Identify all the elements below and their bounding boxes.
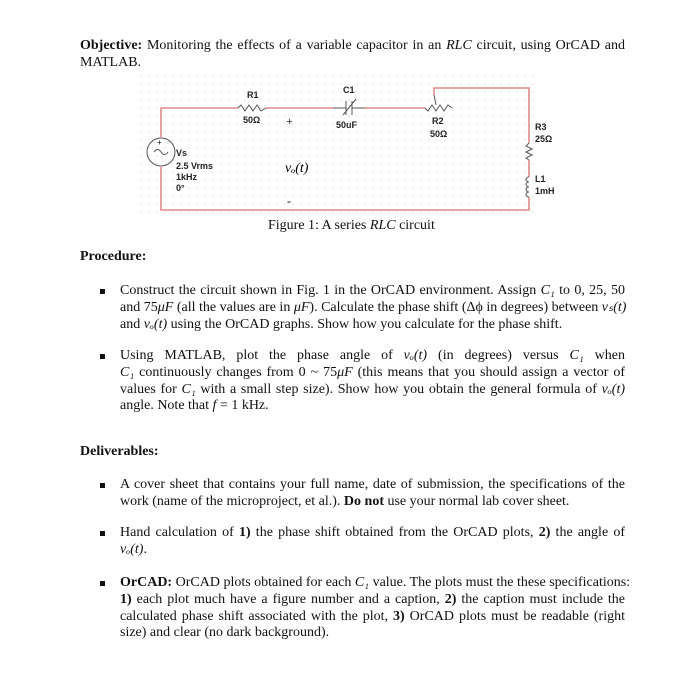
text: OrCAD plots must be readable (right xyxy=(404,608,625,624)
bullet-icon xyxy=(100,531,105,536)
r2-value: 50Ω xyxy=(430,129,448,139)
list-item xyxy=(120,477,625,511)
text: use your normal lab cover sheet. xyxy=(383,493,570,509)
text: when xyxy=(583,348,625,363)
math-text: vₒ(t) xyxy=(143,316,168,332)
vo-plus-sign: + xyxy=(286,114,293,128)
objective-paragraph xyxy=(80,38,625,72)
text: Using MATLAB, plot the phase angle of xyxy=(120,348,404,363)
text-line xyxy=(80,38,625,55)
text: size) and clear (no dark background). xyxy=(120,625,330,641)
text: MATLAB. xyxy=(80,54,142,70)
text: values for xyxy=(120,381,182,397)
vo-label: vₒ(t) xyxy=(285,161,309,176)
text: (in degrees) versus xyxy=(427,348,570,363)
bold-text: OrCAD: xyxy=(120,575,173,590)
text-line xyxy=(120,609,625,626)
bold-text: 2) xyxy=(444,591,457,607)
r3-name: R3 xyxy=(535,122,547,132)
bold-text: 2) xyxy=(538,525,551,540)
vo-minus-sign: - xyxy=(287,194,291,208)
figure-caption xyxy=(268,218,435,234)
text-line xyxy=(120,542,625,559)
math-text: vₒ(t) xyxy=(120,541,144,557)
text: ). Calculate the phase shift (Δϕ in degrees) between xyxy=(309,299,602,315)
text-line xyxy=(120,317,625,334)
text-line xyxy=(120,494,625,511)
math-text: RLC xyxy=(446,38,472,53)
text: OrCAD plots obtained for each xyxy=(172,575,355,590)
text: circuit, using OrCAD and xyxy=(471,38,625,53)
text-line xyxy=(120,575,631,592)
text: using the OrCAD graphs. Show how you calculate for the phase shift. xyxy=(167,316,563,332)
text: to 0, 25, 50 xyxy=(554,283,625,298)
bullet-icon xyxy=(100,289,105,294)
c1-value: 50uF xyxy=(336,120,358,130)
bullet-icon xyxy=(100,354,105,359)
text: value. The plots must the these specifications: xyxy=(369,575,631,590)
list-item xyxy=(120,348,625,415)
bold-text: 1) xyxy=(120,591,132,607)
math-text: vₒ(t) xyxy=(601,381,625,397)
bold-text: Do not xyxy=(343,493,384,509)
source-plus-sign: + xyxy=(157,138,162,147)
list-item xyxy=(120,283,625,333)
procedure-heading: Procedure: xyxy=(80,249,147,264)
caption-text: circuit xyxy=(395,218,435,233)
bold-text: Objective: xyxy=(80,38,143,53)
r1-name: R1 xyxy=(247,90,259,100)
list-item xyxy=(120,575,631,642)
text-line xyxy=(120,398,625,415)
text: each plot much have a figure number and a caption, xyxy=(131,591,445,607)
math-text: μF xyxy=(157,299,174,315)
text: and 75 xyxy=(120,299,158,315)
deliverables-heading: Deliverables: xyxy=(80,444,159,459)
l1-value: 1mH xyxy=(535,186,555,196)
text: continuously changes from 0 ~ 75 xyxy=(134,364,338,380)
text: the angle of xyxy=(550,525,625,540)
text-line xyxy=(120,525,625,542)
text: angle. Note that xyxy=(120,398,213,414)
grid-background xyxy=(140,75,540,220)
text-line xyxy=(80,55,625,72)
text: A cover sheet that contains your full name, date of submission, the specifications of the xyxy=(120,477,625,492)
math-text: μF xyxy=(293,299,310,315)
text: calculated phase shift associated with the plot, xyxy=(120,608,394,624)
text: Monitoring the effects of a variable capacitor in an xyxy=(142,38,447,53)
math-text: vₛ(t) xyxy=(601,299,627,315)
text: (this means that you should assign a vector of xyxy=(352,364,625,380)
text: work (name of the microproject, et al.). xyxy=(120,493,344,509)
text-line xyxy=(120,283,625,300)
math-text: C₁ xyxy=(181,381,196,397)
vs-amplitude: 2.5 Vrms xyxy=(176,161,214,171)
math-text: μF xyxy=(337,364,353,380)
text: the phase shift obtained from the OrCAD plots, xyxy=(250,525,539,540)
text-line xyxy=(120,625,625,642)
bullet-icon xyxy=(100,581,105,586)
text: with a small step size). Show how you obtain the general formula of xyxy=(195,381,602,397)
vs-phase: 0° xyxy=(176,183,185,193)
r2-name: R2 xyxy=(432,116,444,126)
text-line xyxy=(120,592,625,609)
text: Construct the circuit shown in Fig. 1 in the OrCAD environment. Assign xyxy=(120,283,541,298)
text: (all the values are in xyxy=(173,299,294,315)
text-line xyxy=(120,300,625,317)
r1-value: 50Ω xyxy=(243,115,261,125)
text: and xyxy=(120,316,144,332)
math-text: C₁ xyxy=(569,348,584,363)
vs-frequency: 1kHz xyxy=(176,172,198,182)
text-line xyxy=(120,477,625,494)
bold-text: 3) xyxy=(393,608,405,624)
math-text: vₒ(t) xyxy=(403,348,428,363)
math-text: C₁ xyxy=(120,364,135,380)
caption-rlc: RLC xyxy=(369,218,396,233)
math-text: f xyxy=(212,398,217,414)
text-line xyxy=(120,382,625,399)
math-text: C₁ xyxy=(540,283,555,298)
r3-value: 25Ω xyxy=(535,134,553,144)
l1-name: L1 xyxy=(535,174,546,184)
text: = 1 kHz. xyxy=(216,398,269,414)
vs-name: Vs xyxy=(176,148,188,158)
list-item xyxy=(120,525,625,559)
text: the caption must include the xyxy=(456,591,625,607)
bullet-icon xyxy=(100,483,105,488)
text: Hand calculation of xyxy=(120,525,239,540)
math-text: C₁ xyxy=(354,575,370,590)
bold-text: 1) xyxy=(238,525,251,540)
text-line xyxy=(120,365,625,382)
caption-text: Figure 1: A series xyxy=(268,218,370,233)
text-line xyxy=(120,348,625,365)
c1-name: C1 xyxy=(343,85,355,95)
rlc-circuit-diagram xyxy=(140,75,600,220)
text: . xyxy=(143,541,147,557)
